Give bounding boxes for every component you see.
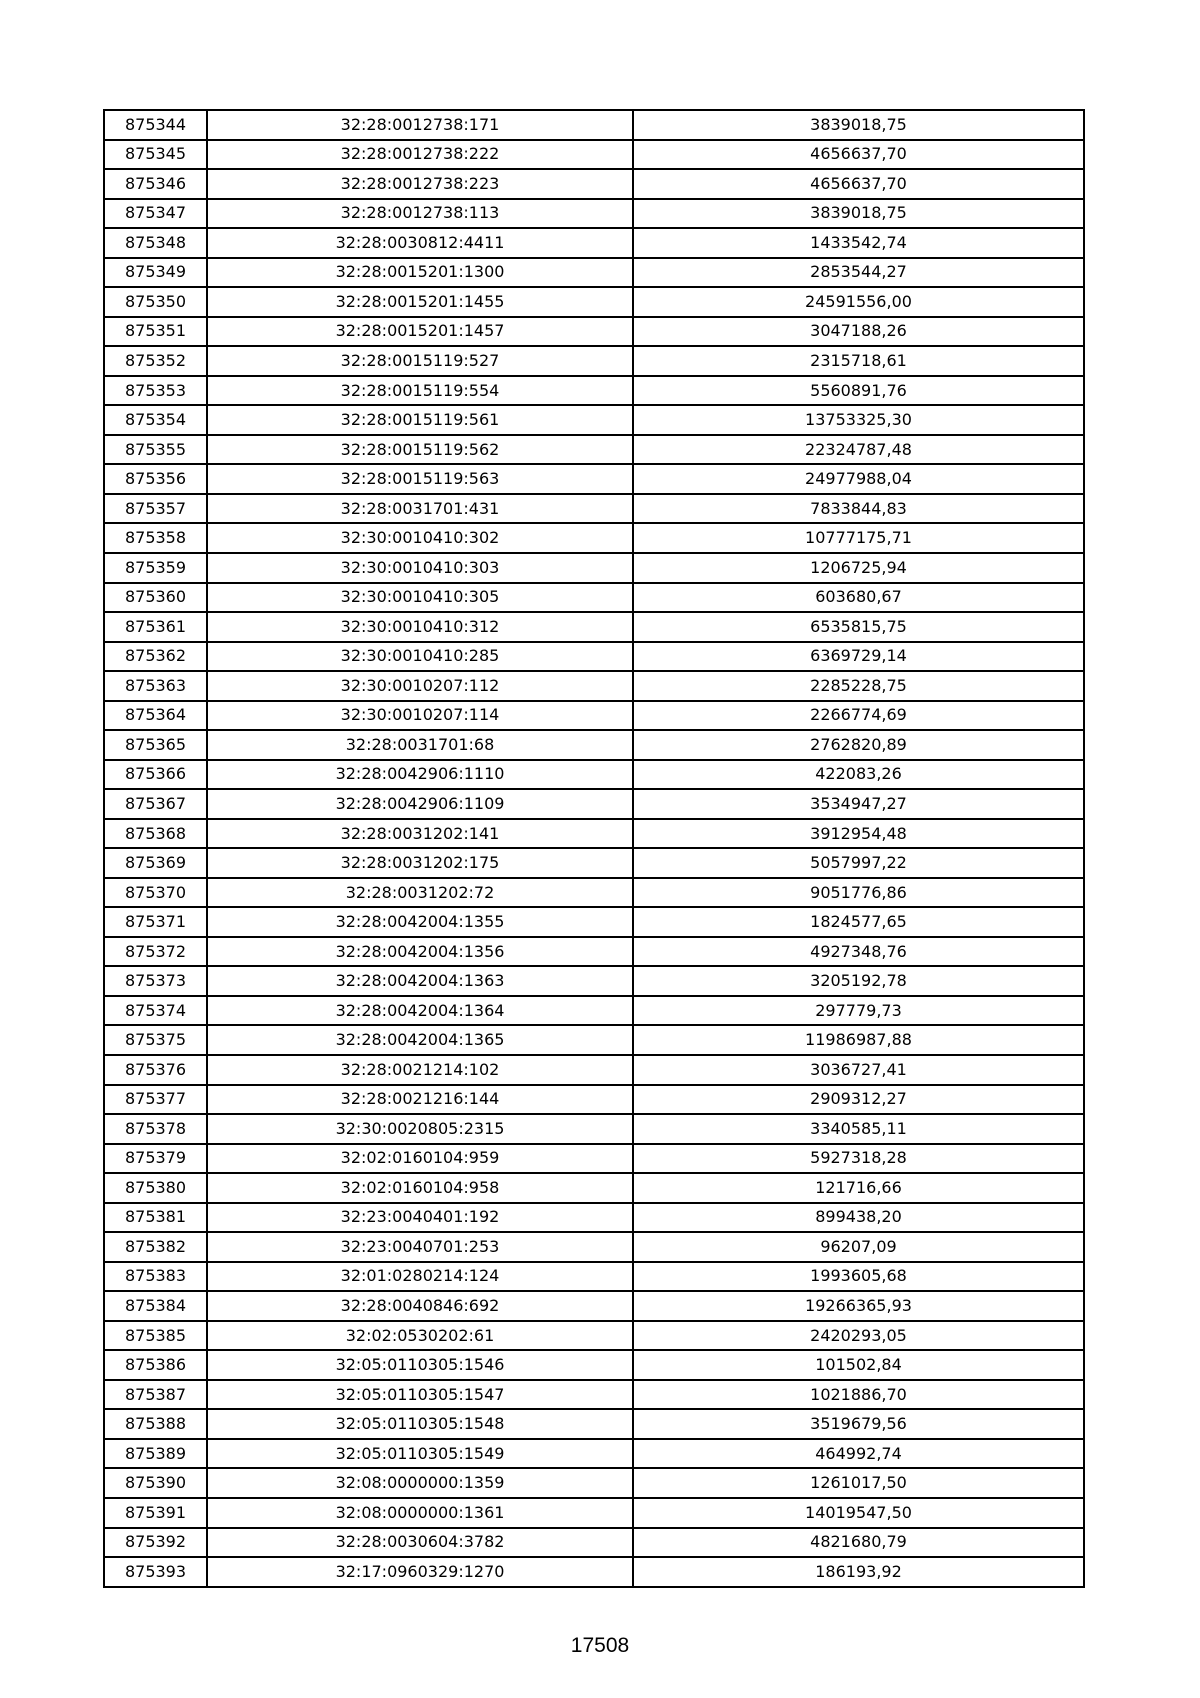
record-number-cell: 875367 — [104, 789, 207, 819]
cadastral-value-cell: 3047188,26 — [633, 317, 1084, 347]
table-row — [104, 1144, 1084, 1174]
table-row — [104, 1085, 1084, 1115]
cadastral-value-cell: 9051776,86 — [633, 878, 1084, 908]
table-row — [104, 642, 1084, 672]
table-row — [104, 612, 1084, 642]
table-row — [104, 464, 1084, 494]
cadastral-number-cell: 32:28:0031202:72 — [207, 878, 633, 908]
cadastral-value-cell: 7833844,83 — [633, 494, 1084, 524]
cadastral-value-cell: 1261017,50 — [633, 1468, 1084, 1498]
cadastral-value-cell: 3839018,75 — [633, 199, 1084, 229]
cadastral-number-cell: 32:30:0010410:285 — [207, 642, 633, 672]
cadastral-number-cell: 32:30:0010207:112 — [207, 671, 633, 701]
record-number-cell: 875375 — [104, 1025, 207, 1055]
table-row — [104, 1291, 1084, 1321]
cadastral-value-cell: 3340585,11 — [633, 1114, 1084, 1144]
record-number-cell: 875373 — [104, 966, 207, 996]
cadastral-number-cell: 32:28:0015119:561 — [207, 405, 633, 435]
cadastral-value-cell: 4927348,76 — [633, 937, 1084, 967]
table-row — [104, 907, 1084, 937]
cadastral-number-cell: 32:28:0015201:1457 — [207, 317, 633, 347]
cadastral-value-table — [103, 109, 1085, 1588]
table-row — [104, 1203, 1084, 1233]
cadastral-number-cell: 32:05:0110305:1546 — [207, 1350, 633, 1380]
table-row — [104, 258, 1084, 288]
cadastral-value-cell: 1993605,68 — [633, 1262, 1084, 1292]
table-row — [104, 1439, 1084, 1469]
cadastral-value-cell: 2762820,89 — [633, 730, 1084, 760]
cadastral-number-cell: 32:28:0021216:144 — [207, 1085, 633, 1115]
table-row — [104, 287, 1084, 317]
record-number-cell: 875377 — [104, 1085, 207, 1115]
cadastral-value-cell: 5927318,28 — [633, 1144, 1084, 1174]
cadastral-number-cell: 32:28:0031202:141 — [207, 819, 633, 849]
table-row — [104, 317, 1084, 347]
record-number-cell: 875378 — [104, 1114, 207, 1144]
table-row — [104, 671, 1084, 701]
record-number-cell: 875380 — [104, 1173, 207, 1203]
record-number-cell: 875344 — [104, 110, 207, 140]
table-row — [104, 1321, 1084, 1351]
table-row — [104, 140, 1084, 170]
cadastral-value-cell: 899438,20 — [633, 1203, 1084, 1233]
cadastral-number-cell: 32:28:0042004:1363 — [207, 966, 633, 996]
cadastral-value-cell: 2909312,27 — [633, 1085, 1084, 1115]
table-row — [104, 1528, 1084, 1558]
cadastral-value-cell: 5560891,76 — [633, 376, 1084, 406]
table-row — [104, 1055, 1084, 1085]
record-number-cell: 875352 — [104, 346, 207, 376]
table-row — [104, 1350, 1084, 1380]
record-number-cell: 875391 — [104, 1498, 207, 1528]
table-row — [104, 228, 1084, 258]
cadastral-value-cell: 19266365,93 — [633, 1291, 1084, 1321]
cadastral-value-cell: 3912954,48 — [633, 819, 1084, 849]
cadastral-value-cell: 297779,73 — [633, 996, 1084, 1026]
cadastral-number-cell: 32:01:0280214:124 — [207, 1262, 633, 1292]
record-number-cell: 875386 — [104, 1350, 207, 1380]
cadastral-value-cell: 2315718,61 — [633, 346, 1084, 376]
record-number-cell: 875390 — [104, 1468, 207, 1498]
cadastral-value-cell: 1824577,65 — [633, 907, 1084, 937]
table-row — [104, 878, 1084, 908]
cadastral-value-cell: 101502,84 — [633, 1350, 1084, 1380]
record-number-cell: 875393 — [104, 1557, 207, 1587]
record-number-cell: 875368 — [104, 819, 207, 849]
cadastral-value-cell: 2853544,27 — [633, 258, 1084, 288]
cadastral-number-cell: 32:28:0030812:4411 — [207, 228, 633, 258]
table-row — [104, 1498, 1084, 1528]
cadastral-value-cell: 24977988,04 — [633, 464, 1084, 494]
table-row — [104, 110, 1084, 140]
record-number-cell: 875371 — [104, 907, 207, 937]
record-number-cell: 875349 — [104, 258, 207, 288]
cadastral-number-cell: 32:28:0040846:692 — [207, 1291, 633, 1321]
table-row — [104, 996, 1084, 1026]
record-number-cell: 875363 — [104, 671, 207, 701]
record-number-cell: 875351 — [104, 317, 207, 347]
record-number-cell: 875354 — [104, 405, 207, 435]
record-number-cell: 875356 — [104, 464, 207, 494]
cadastral-value-cell: 4821680,79 — [633, 1528, 1084, 1558]
table-row — [104, 1114, 1084, 1144]
table-row — [104, 1468, 1084, 1498]
cadastral-value-cell: 11986987,88 — [633, 1025, 1084, 1055]
cadastral-number-cell: 32:30:0010410:312 — [207, 612, 633, 642]
cadastral-number-cell: 32:28:0015201:1300 — [207, 258, 633, 288]
record-number-cell: 875345 — [104, 140, 207, 170]
record-number-cell: 875376 — [104, 1055, 207, 1085]
table-row — [104, 848, 1084, 878]
record-number-cell: 875387 — [104, 1380, 207, 1410]
cadastral-value-cell: 3839018,75 — [633, 110, 1084, 140]
table-row — [104, 494, 1084, 524]
table-row — [104, 937, 1084, 967]
table-row — [104, 730, 1084, 760]
record-number-cell: 875358 — [104, 523, 207, 553]
table-row — [104, 789, 1084, 819]
cadastral-value-cell: 10777175,71 — [633, 523, 1084, 553]
cadastral-number-cell: 32:28:0015119:563 — [207, 464, 633, 494]
cadastral-value-cell: 5057997,22 — [633, 848, 1084, 878]
cadastral-number-cell: 32:28:0042906:1110 — [207, 760, 633, 790]
cadastral-value-cell: 3534947,27 — [633, 789, 1084, 819]
cadastral-value-cell: 24591556,00 — [633, 287, 1084, 317]
table-body — [104, 110, 1084, 1587]
table-row — [104, 701, 1084, 731]
cadastral-value-cell: 603680,67 — [633, 583, 1084, 613]
cadastral-number-cell: 32:28:0042004:1356 — [207, 937, 633, 967]
table-row — [104, 376, 1084, 406]
cadastral-number-cell: 32:05:0110305:1548 — [207, 1409, 633, 1439]
record-number-cell: 875366 — [104, 760, 207, 790]
record-number-cell: 875346 — [104, 169, 207, 199]
cadastral-number-cell: 32:30:0010410:303 — [207, 553, 633, 583]
record-number-cell: 875361 — [104, 612, 207, 642]
cadastral-value-cell: 6535815,75 — [633, 612, 1084, 642]
cadastral-value-cell: 6369729,14 — [633, 642, 1084, 672]
cadastral-number-cell: 32:28:0012738:223 — [207, 169, 633, 199]
table-row — [104, 1232, 1084, 1262]
cadastral-number-cell: 32:23:0040701:253 — [207, 1232, 633, 1262]
cadastral-value-cell: 1206725,94 — [633, 553, 1084, 583]
table-row — [104, 1380, 1084, 1410]
cadastral-number-cell: 32:02:0530202:61 — [207, 1321, 633, 1351]
table-row — [104, 553, 1084, 583]
table-row — [104, 199, 1084, 229]
cadastral-number-cell: 32:28:0015119:554 — [207, 376, 633, 406]
table-row — [104, 1173, 1084, 1203]
cadastral-number-cell: 32:28:0012738:171 — [207, 110, 633, 140]
cadastral-number-cell: 32:28:0031701:68 — [207, 730, 633, 760]
record-number-cell: 875364 — [104, 701, 207, 731]
cadastral-number-cell: 32:28:0015119:527 — [207, 346, 633, 376]
record-number-cell: 875381 — [104, 1203, 207, 1233]
cadastral-value-cell: 22324787,48 — [633, 435, 1084, 465]
record-number-cell: 875369 — [104, 848, 207, 878]
table-row — [104, 1262, 1084, 1292]
table-row — [104, 966, 1084, 996]
record-number-cell: 875385 — [104, 1321, 207, 1351]
cadastral-value-cell: 4656637,70 — [633, 140, 1084, 170]
table-row — [104, 405, 1084, 435]
record-number-cell: 875359 — [104, 553, 207, 583]
cadastral-number-cell: 32:28:0031701:431 — [207, 494, 633, 524]
cadastral-number-cell: 32:05:0110305:1549 — [207, 1439, 633, 1469]
cadastral-number-cell: 32:30:0010410:302 — [207, 523, 633, 553]
cadastral-value-cell: 2285228,75 — [633, 671, 1084, 701]
cadastral-number-cell: 32:28:0015201:1455 — [207, 287, 633, 317]
cadastral-number-cell: 32:02:0160104:959 — [207, 1144, 633, 1174]
cadastral-number-cell: 32:28:0042004:1364 — [207, 996, 633, 1026]
cadastral-number-cell: 32:28:0015119:562 — [207, 435, 633, 465]
record-number-cell: 875360 — [104, 583, 207, 613]
cadastral-value-cell: 186193,92 — [633, 1557, 1084, 1587]
record-number-cell: 875355 — [104, 435, 207, 465]
record-number-cell: 875383 — [104, 1262, 207, 1292]
record-number-cell: 875350 — [104, 287, 207, 317]
record-number-cell: 875379 — [104, 1144, 207, 1174]
table-row — [104, 819, 1084, 849]
cadastral-number-cell: 32:02:0160104:958 — [207, 1173, 633, 1203]
cadastral-number-cell: 32:08:0000000:1361 — [207, 1498, 633, 1528]
cadastral-value-cell: 464992,74 — [633, 1439, 1084, 1469]
page-number: 17508 — [570, 1634, 630, 1657]
cadastral-number-cell: 32:28:0042906:1109 — [207, 789, 633, 819]
cadastral-value-cell: 14019547,50 — [633, 1498, 1084, 1528]
table-row — [104, 1025, 1084, 1055]
cadastral-number-cell: 32:17:0960329:1270 — [207, 1557, 633, 1587]
cadastral-value-cell: 1021886,70 — [633, 1380, 1084, 1410]
record-number-cell: 875348 — [104, 228, 207, 258]
record-number-cell: 875372 — [104, 937, 207, 967]
table-row — [104, 760, 1084, 790]
table-row — [104, 1557, 1084, 1587]
cadastral-value-cell: 3519679,56 — [633, 1409, 1084, 1439]
table-row — [104, 435, 1084, 465]
cadastral-value-cell: 2266774,69 — [633, 701, 1084, 731]
cadastral-value-cell: 4656637,70 — [633, 169, 1084, 199]
cadastral-number-cell: 32:28:0030604:3782 — [207, 1528, 633, 1558]
cadastral-number-cell: 32:28:0021214:102 — [207, 1055, 633, 1085]
cadastral-number-cell: 32:30:0010207:114 — [207, 701, 633, 731]
cadastral-value-cell: 96207,09 — [633, 1232, 1084, 1262]
cadastral-value-cell: 3205192,78 — [633, 966, 1084, 996]
cadastral-value-cell: 13753325,30 — [633, 405, 1084, 435]
record-number-cell: 875392 — [104, 1528, 207, 1558]
cadastral-number-cell: 32:30:0010410:305 — [207, 583, 633, 613]
table-row — [104, 1409, 1084, 1439]
cadastral-number-cell: 32:28:0012738:113 — [207, 199, 633, 229]
cadastral-number-cell: 32:23:0040401:192 — [207, 1203, 633, 1233]
record-number-cell: 875384 — [104, 1291, 207, 1321]
record-number-cell: 875365 — [104, 730, 207, 760]
cadastral-number-cell: 32:28:0031202:175 — [207, 848, 633, 878]
table-row — [104, 523, 1084, 553]
record-number-cell: 875382 — [104, 1232, 207, 1262]
cadastral-value-cell: 3036727,41 — [633, 1055, 1084, 1085]
table-row — [104, 169, 1084, 199]
record-number-cell: 875353 — [104, 376, 207, 406]
cadastral-number-cell: 32:28:0042004:1355 — [207, 907, 633, 937]
cadastral-number-cell: 32:05:0110305:1547 — [207, 1380, 633, 1410]
cadastral-value-cell: 422083,26 — [633, 760, 1084, 790]
record-number-cell: 875357 — [104, 494, 207, 524]
cadastral-number-cell: 32:28:0012738:222 — [207, 140, 633, 170]
record-number-cell: 875370 — [104, 878, 207, 908]
record-number-cell: 875347 — [104, 199, 207, 229]
cadastral-number-cell: 32:08:0000000:1359 — [207, 1468, 633, 1498]
cadastral-number-cell: 32:28:0042004:1365 — [207, 1025, 633, 1055]
record-number-cell: 875362 — [104, 642, 207, 672]
cadastral-value-cell: 121716,66 — [633, 1173, 1084, 1203]
table-row — [104, 346, 1084, 376]
table-row — [104, 583, 1084, 613]
record-number-cell: 875374 — [104, 996, 207, 1026]
cadastral-value-cell: 2420293,05 — [633, 1321, 1084, 1351]
cadastral-number-cell: 32:30:0020805:2315 — [207, 1114, 633, 1144]
record-number-cell: 875389 — [104, 1439, 207, 1469]
cadastral-value-cell: 1433542,74 — [633, 228, 1084, 258]
record-number-cell: 875388 — [104, 1409, 207, 1439]
